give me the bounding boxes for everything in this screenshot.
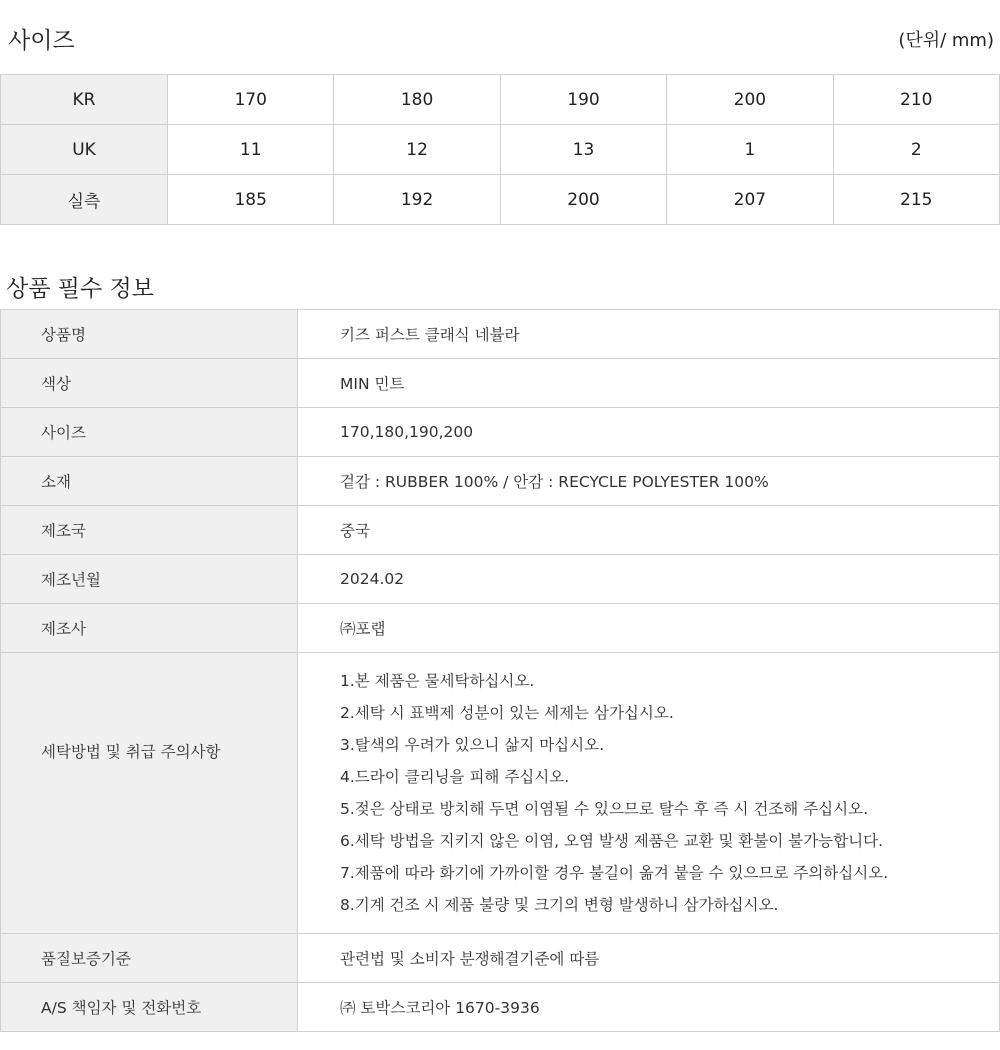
washing-instructions (298, 653, 1000, 934)
info-label: 제조사 (1, 604, 298, 653)
info-value: 170,180,190,200 (298, 408, 1000, 457)
size-row-label: 실측 (1, 175, 168, 225)
size-cell: 200 (500, 175, 666, 225)
info-value: 키즈 퍼스트 클래식 네뷸라 (298, 310, 1000, 359)
size-cell: 13 (500, 125, 666, 175)
washing-item: 6.세탁 방법을 지키지 않은 이염, 오염 발생 제품은 교환 및 환불이 불가능합니다. (340, 832, 884, 850)
size-row-measured (1, 175, 1000, 225)
size-unit-label: (단위/ mm) (898, 30, 994, 51)
washing-list (340, 665, 999, 921)
info-label: 상품명 (1, 310, 298, 359)
size-cell: 190 (500, 75, 666, 125)
info-value: ㈜ 토박스코리아 1670-3936 (298, 983, 1000, 1032)
info-row-washing (1, 653, 1000, 934)
washing-item: 5.젖은 상태로 방치해 두면 이염될 수 있으므로 탈수 후 즉 시 건조해 주십시오. (340, 800, 869, 818)
info-value: 겉감 : RUBBER 100% / 안감 : RECYCLE POLYESTER 100% (298, 457, 1000, 506)
info-label: 소재 (1, 457, 298, 506)
size-cell: 192 (334, 175, 500, 225)
washing-item: 4.드라이 클리닝을 피해 주십시오. (340, 768, 570, 786)
info-section-header (0, 268, 1000, 304)
washing-item: 7.제품에 따라 화기에 가까이할 경우 불길이 옮겨 붙을 수 있으므로 주의하십시오. (340, 864, 889, 882)
info-row-material (1, 457, 1000, 506)
info-label: A/S 책임자 및 전화번호 (1, 983, 298, 1032)
size-cell: 170 (168, 75, 334, 125)
size-cell: 12 (334, 125, 500, 175)
info-row-color (1, 359, 1000, 408)
info-label: 품질보증기준 (1, 934, 298, 983)
size-cell: 200 (667, 75, 833, 125)
info-row-country (1, 506, 1000, 555)
size-row-label: KR (1, 75, 168, 125)
size-cell: 185 (168, 175, 334, 225)
size-cell: 1 (667, 125, 833, 175)
info-label: 제조국 (1, 506, 298, 555)
info-row-manufacture-date (1, 555, 1000, 604)
info-value: 2024.02 (298, 555, 1000, 604)
info-row-manufacturer (1, 604, 1000, 653)
washing-item: 8.기계 건조 시 제품 불량 및 크기의 변형 발생하니 삼가하십시오. (340, 896, 779, 914)
info-row-quality-standard (1, 934, 1000, 983)
size-row-label: UK (1, 125, 168, 175)
size-row-uk (1, 125, 1000, 175)
size-cell: 180 (334, 75, 500, 125)
size-cell: 207 (667, 175, 833, 225)
info-value: 관련법 및 소비자 분쟁해결기준에 따름 (298, 934, 1000, 983)
size-section-header (0, 18, 1000, 58)
size-section-title: 사이즈 (8, 28, 75, 54)
washing-item: 3.탈색의 우려가 있으니 삶지 마십시오. (340, 736, 605, 754)
size-row-kr (1, 75, 1000, 125)
info-section-title: 상품 필수 정보 (6, 276, 154, 302)
info-row-as-contact (1, 983, 1000, 1032)
washing-item: 1.본 제품은 물세탁하십시오. (340, 672, 535, 690)
info-label: 세탁방법 및 취급 주의사항 (1, 653, 298, 934)
info-value: 중국 (298, 506, 1000, 555)
info-value: ㈜포랩 (298, 604, 1000, 653)
info-row-product-name (1, 310, 1000, 359)
size-cell: 210 (833, 75, 999, 125)
size-table (0, 74, 1000, 225)
info-row-size (1, 408, 1000, 457)
info-label: 제조년월 (1, 555, 298, 604)
info-label: 색상 (1, 359, 298, 408)
info-value: MIN 민트 (298, 359, 1000, 408)
size-cell: 215 (833, 175, 999, 225)
washing-item: 2.세탁 시 표백제 성분이 있는 세제는 삼가십시오. (340, 704, 674, 722)
size-cell: 11 (168, 125, 334, 175)
product-info-table (0, 309, 1000, 1032)
size-cell: 2 (833, 125, 999, 175)
info-label: 사이즈 (1, 408, 298, 457)
